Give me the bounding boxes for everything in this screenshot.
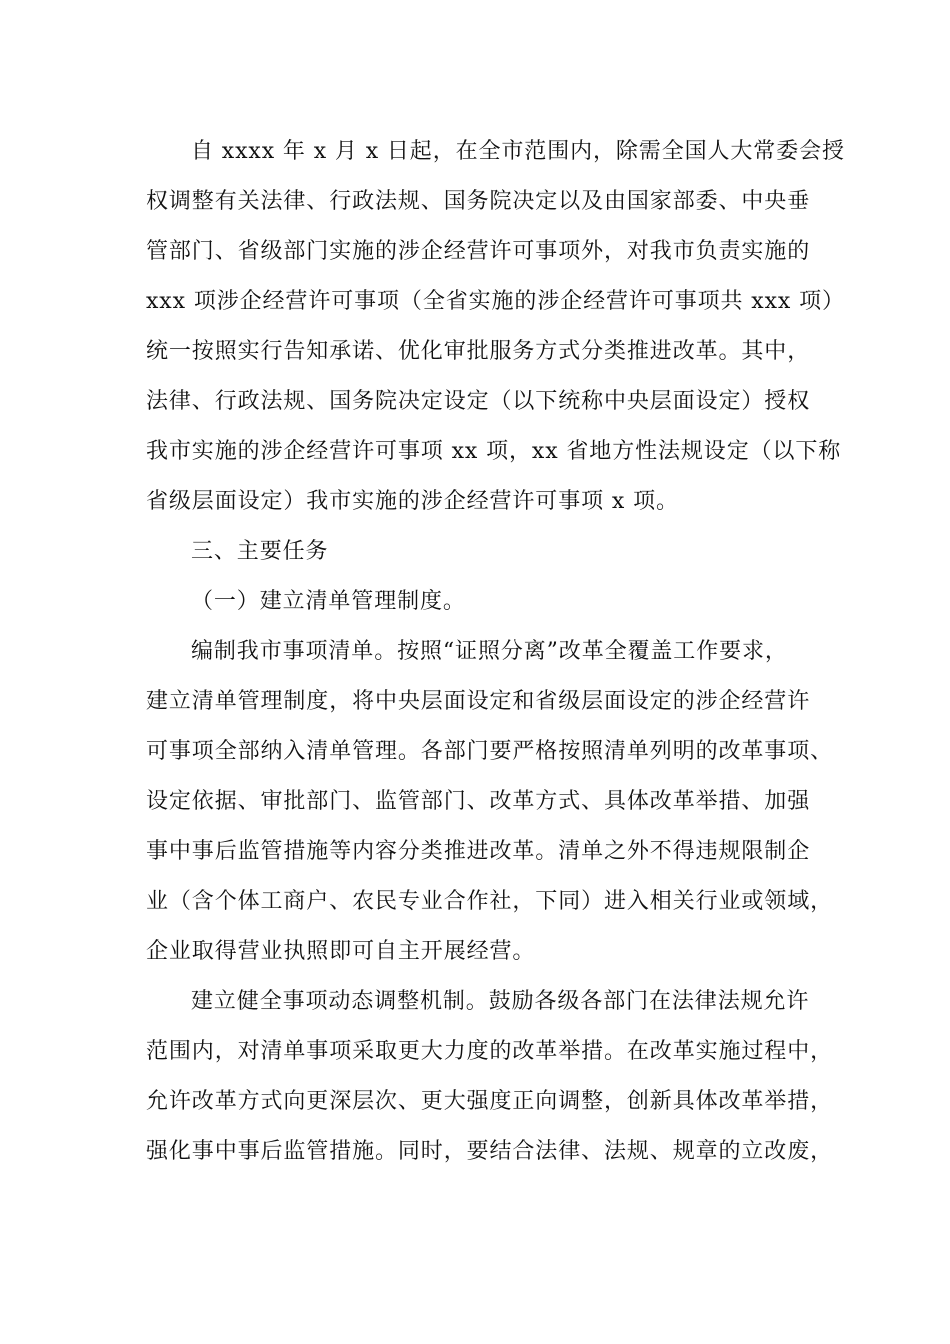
paragraph-line: 管部门、省级部门实施的涉企经营许可事项外，对我市负责实施的 [146,239,811,264]
paragraph-line: 范围内，对清单事项采取更大力度的改革举措。在改革实施过程中， [146,1039,834,1064]
paragraph-line: 建立健全事项动态调整机制。鼓励各级各部门在法律法规允许 [191,989,810,1014]
paragraph-line: 强化事中事后监管措施。同时，要结合法律、法规、规章的立改废， [146,1139,834,1164]
paragraph-line: 我市实施的涉企经营许可事项 xx 项，xx 省地方性法规设定（以下称 [146,439,842,464]
paragraph-line: 允许改革方式向更深层次、更大强度正向调整，创新具体改革举措， [146,1089,834,1114]
section-heading-main-tasks: 三、主要任务 [191,539,329,564]
paragraph-line: 统一按照实行告知承诺、优化审批服务方式分类推进改革。其中， [146,339,811,364]
paragraph-line: 企业取得营业执照即可自主开展经营。 [146,939,536,964]
paragraph-line: 权调整有关法律、行政法规、国务院决定以及由国家部委、中央垂 [146,189,811,214]
paragraph-line: 业（含个体工商户、农民专业合作社，下同）进入相关行业或领域， [146,889,834,914]
paragraph-line: xxx 项涉企经营许可事项（全省实施的涉企经营许可事项共 xxx 项） [146,289,845,314]
paragraph-line: 编制我市事项清单。按照“证照分离”改革全覆盖工作要求， [191,639,788,664]
paragraph-line: 事中事后监管措施等内容分类推进改革。清单之外不得违规限制企 [146,839,811,864]
subsection-heading-list-management: （一）建立清单管理制度。 [191,589,466,614]
paragraph-line: 省级层面设定）我市实施的涉企经营许可事项 x 项。 [146,489,679,514]
paragraph-line: 建立清单管理制度，将中央层面设定和省级层面设定的涉企经营许 [146,689,811,714]
paragraph-line: 法律、行政法规、国务院决定设定（以下统称中央层面设定）授权 [146,389,811,414]
paragraph-line: 自 xxxx 年 x 月 x 日起，在全市范围内，除需全国人大常委会授 [191,139,845,164]
paragraph-line: 设定依据、审批部门、监管部门、改革方式、具体改革举措、加强 [146,789,811,814]
paragraph-line: 可事项全部纳入清单管理。各部门要严格按照清单列明的改革事项、 [146,739,834,764]
